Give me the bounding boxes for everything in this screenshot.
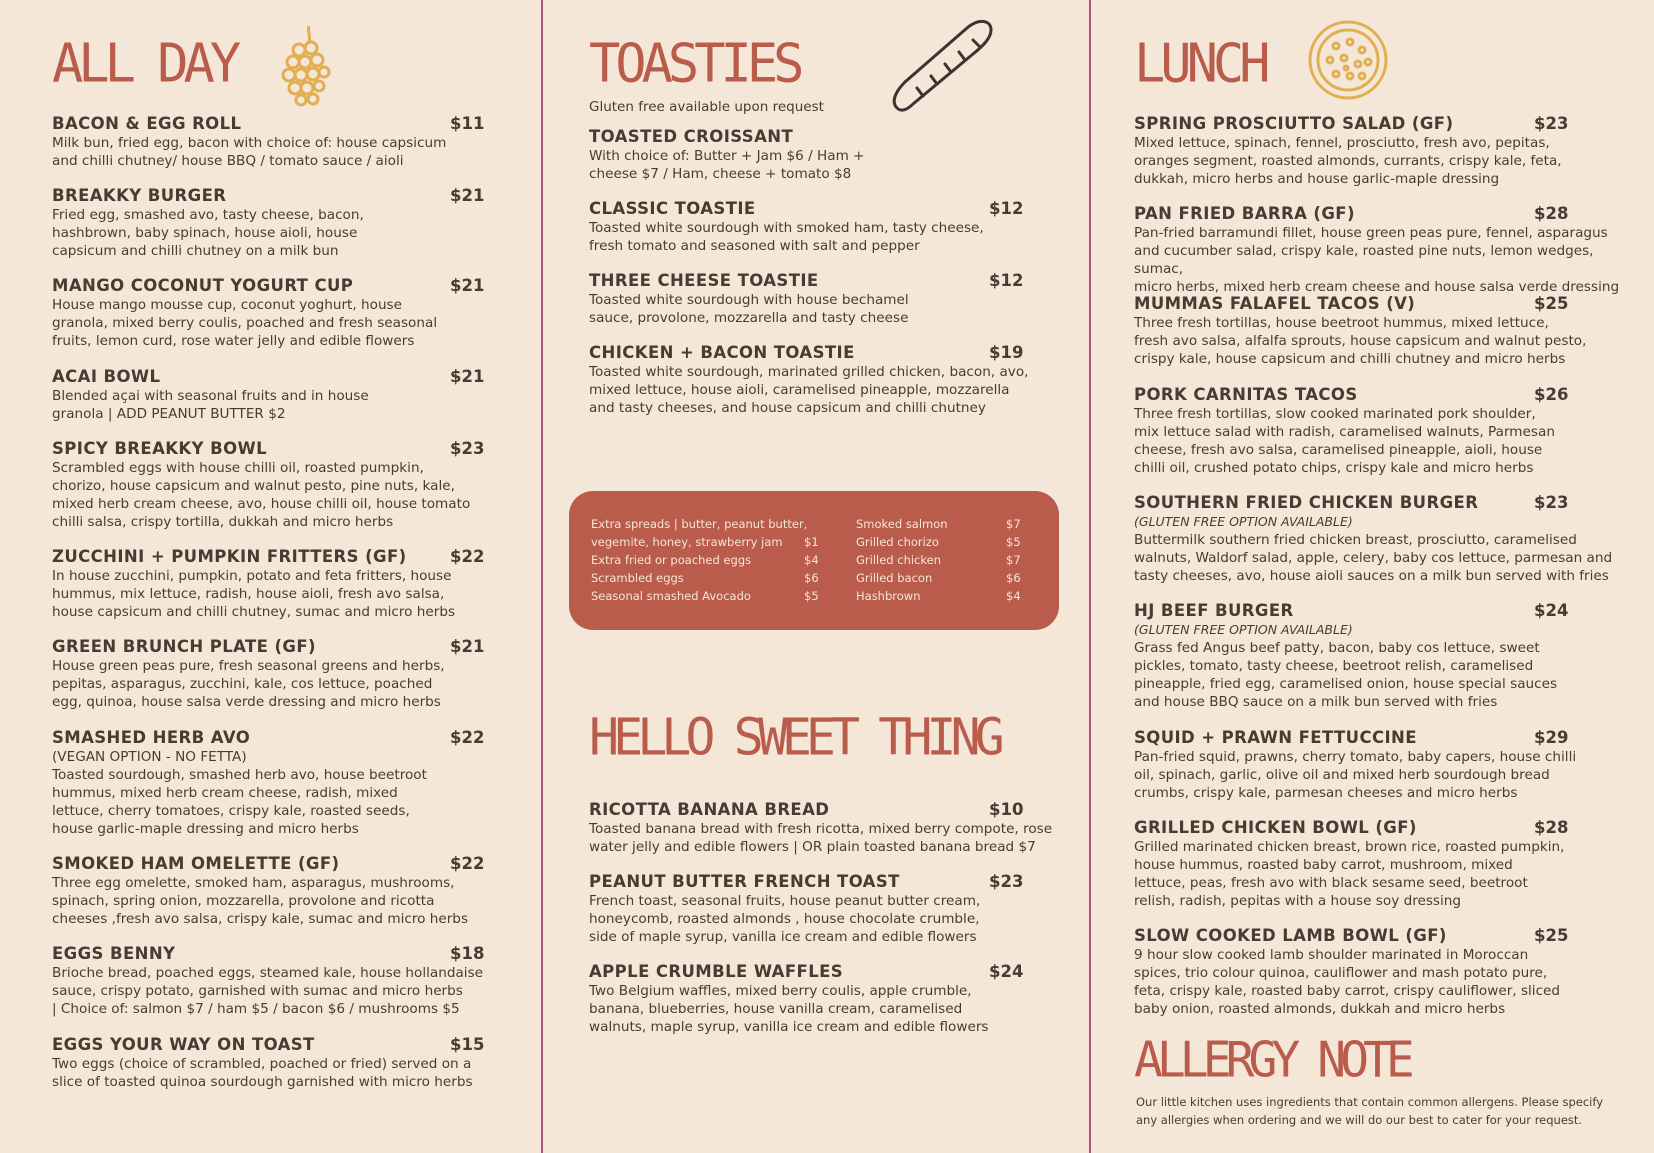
item-option: (VEGAN OPTION - NO FETTA) — [52, 749, 247, 765]
item-price: $23 — [1534, 114, 1569, 133]
item-name: SQUID + PRAWN FETTUCCINE — [1134, 728, 1417, 747]
menu-item — [1134, 493, 1634, 585]
item-name: BREAKKY BURGER — [52, 186, 227, 205]
item-description: House green peas pure, fresh seasonal greens and herbs, pepitas, asparagus, zucchini, kale, cos lettuce, poached egg, quinoa, house salsa verde dressing and micro herbs — [52, 658, 445, 710]
item-name: SPRING PROSCIUTTO SALAD (GF) — [1134, 114, 1454, 133]
item-description: Grass fed Angus beef patty, bacon, baby cos lettuce, sweet pickles, tomato, tasty cheese, beetroot relish, caramelised pineapple, fried egg, caramelised onion, house special sauces and house BBQ sauce on a milk bun served with fries — [1134, 640, 1558, 710]
item-price: $10 — [989, 800, 1024, 819]
menu-item — [52, 547, 492, 621]
item-price: $23 — [450, 439, 485, 458]
menu-item — [589, 872, 1059, 946]
item-name: PEANUT BUTTER FRENCH TOAST — [589, 872, 900, 891]
sweet-title: HELLO SWEET THING — [589, 707, 999, 767]
allergy-title: ALLERGY NOTE — [1134, 1031, 1409, 1089]
item-description: Toasted banana bread with fresh ricotta, mixed berry compote, rose water jelly and edible flowers | OR plain toasted banana bread $7 — [589, 821, 1053, 855]
extra-price: $1 — [804, 535, 819, 549]
item-note: (GLUTEN FREE OPTION AVAILABLE) — [1134, 514, 1353, 529]
menu-item — [589, 800, 1059, 856]
item-name: TOASTED CROISSANT — [589, 127, 794, 146]
extra-name: Extra fried or poached eggs — [591, 553, 752, 567]
item-name: HJ BEEF BURGER — [1134, 601, 1294, 620]
item-price: $15 — [450, 1035, 485, 1054]
item-price: $25 — [1534, 294, 1569, 313]
lunch-title: LUNCH — [1134, 33, 1266, 95]
item-description: Milk bun, fried egg, bacon with choice of: house capsicum and chilli chutney/ house BBQ / tomato sauce / aioli — [52, 135, 447, 169]
extra-name: Hashbrown — [856, 589, 921, 603]
item-price: $21 — [450, 276, 485, 295]
menu-item — [52, 944, 492, 1018]
menu-item — [52, 186, 492, 260]
item-price: $22 — [450, 854, 485, 873]
item-description: Three fresh tortillas, house beetroot hummus, mixed lettuce, fresh avo salsa, alfalfa sprouts, house capsicum and walnut pesto, crispy kale, house capsicum and chilli chutney and micro herbs — [1134, 315, 1587, 367]
item-description: Three egg omelette, smoked ham, asparagus, mushrooms, spinach, spring onion, mozzarella, provolone and ricotta cheeses ,fresh avo salsa, crispy kale, sumac and micro herbs — [52, 875, 469, 927]
all-day-section — [52, 0, 492, 1153]
extra-name: Scrambled eggs — [591, 571, 684, 585]
item-name: APPLE CRUMBLE WAFFLES — [589, 962, 844, 981]
menu-item — [52, 854, 492, 928]
menu-item — [52, 637, 492, 711]
extra-name: Grilled chicken — [856, 553, 941, 567]
menu-item — [1134, 385, 1634, 477]
item-price: $28 — [1534, 818, 1569, 837]
lunch-section — [1134, 0, 1634, 1153]
extra-name: Grilled chorizo — [856, 535, 939, 549]
extra-price: $5 — [804, 589, 819, 603]
item-description: Toasted sourdough, smashed herb avo, house beetroot hummus, mixed herb cream cheese, radish, mixed lettuce, cherry tomatoes, crispy kale, roasted seeds, house garlic-maple dressing and micro herbs — [52, 767, 427, 837]
item-name: SPICY BREAKKY BOWL — [52, 439, 268, 458]
item-price: $12 — [989, 271, 1024, 290]
extra-price: $5 — [1006, 535, 1021, 549]
allergy-text: Our little kitchen uses ingredients that contain common allergens. Please specify any allergies when ordering and we will do our best to cater for your request. — [1136, 1095, 1604, 1127]
menu-item — [52, 1035, 492, 1091]
menu-item — [52, 276, 492, 350]
menu-item — [52, 367, 492, 423]
item-name: CHICKEN + BACON TOASTIE — [589, 343, 855, 362]
item-price: $21 — [450, 186, 485, 205]
grapes-icon — [277, 22, 337, 110]
item-name: THREE CHEESE TOASTIE — [589, 271, 819, 290]
item-name: CLASSIC TOASTIE — [589, 199, 756, 218]
item-name: GREEN BRUNCH PLATE (GF) — [52, 637, 316, 656]
column-divider — [1089, 0, 1091, 1153]
menu-item — [1134, 601, 1634, 711]
gluten-free-note: Gluten free available upon request — [589, 99, 824, 115]
item-price: $22 — [450, 728, 485, 747]
item-description: Mixed lettuce, spinach, fennel, prosciutto, fresh avo, pepitas, oranges segment, roasted almonds, currants, crispy kale, feta, dukkah, micro herbs and house garlic-maple dressing — [1134, 135, 1562, 187]
item-description: Fried egg, smashed avo, tasty cheese, bacon, hashbrown, baby spinach, house aioli, house capsicum and chilli chutney on a milk bun — [52, 207, 364, 259]
item-price: $23 — [989, 872, 1024, 891]
menu-item — [52, 439, 492, 531]
item-description: Scrambled eggs with house chilli oil, roasted pumpkin, chorizo, house capsicum and walnut pesto, pine nuts, kale, mixed herb cream cheese, avo, house chilli oil, house tomato chilli salsa, crispy tortilla, dukkah and micro herbs — [52, 460, 471, 530]
item-name: SMASHED HERB AVO — [52, 728, 251, 747]
menu-item — [1134, 294, 1634, 368]
menu-item — [1134, 728, 1634, 802]
item-name: EGGS BENNY — [52, 944, 176, 963]
extra-price: $4 — [1006, 589, 1021, 603]
item-description: With choice of: Butter + Jam $6 / Ham + cheese $7 / Ham, cheese + tomato $8 — [589, 148, 865, 182]
item-name: SOUTHERN FRIED CHICKEN BURGER — [1134, 493, 1479, 512]
item-description: 9 hour slow cooked lamb shoulder marinated in Moroccan spices, trio colour quinoa, cauliflower and mash potato pure, feta, crispy kale, roasted baby carrot, crispy cauliflower, sliced baby onion, roasted almonds, dukkah and micro herbs — [1134, 947, 1561, 1017]
menu-item — [1134, 926, 1634, 1018]
item-description: Brioche bread, poached eggs, steamed kale, house hollandaise sauce, crispy potato, garnished with sumac and micro herbs | Choice of: salmon $7 / ham $5 / bacon $6 / mushrooms $5 — [52, 965, 484, 1017]
item-note: (GLUTEN FREE OPTION AVAILABLE) — [1134, 622, 1353, 637]
menu-item — [52, 114, 492, 170]
item-name: PORK CARNITAS TACOS — [1134, 385, 1358, 404]
item-price: $28 — [1534, 204, 1569, 223]
item-name: SMOKED HAM OMELETTE (GF) — [52, 854, 340, 873]
item-description: Grilled marinated chicken breast, brown rice, roasted pumpkin, house hummus, roasted baby carrot, mushroom, mixed lettuce, peas, fresh avo with black sesame seed, beetroot relish, radish, pepitas with a house soy dressing — [1134, 839, 1565, 909]
toasties-title: TOASTIES — [589, 33, 800, 95]
menu-item — [52, 728, 492, 838]
item-price: $21 — [450, 367, 485, 386]
item-description: Blended açai with seasonal fruits and in house granola | ADD PEANUT BUTTER $2 — [52, 388, 369, 422]
extra-name: Grilled bacon — [856, 571, 933, 585]
extra-price: $6 — [804, 571, 819, 585]
item-price: $19 — [989, 343, 1024, 362]
item-price: $24 — [1534, 601, 1569, 620]
item-price: $22 — [450, 547, 485, 566]
item-description: Toasted white sourdough, marinated grilled chicken, bacon, avo, mixed lettuce, house aioli, caramelised pineapple, mozzarella and tasty cheeses, and house capsicum and chilli chutney — [589, 364, 1029, 416]
item-price: $23 — [1534, 493, 1569, 512]
menu-item — [589, 962, 1059, 1036]
item-description: Buttermilk southern fried chicken breast, prosciutto, caramelised walnuts, Waldorf salad, apple, celery, baby cos lettuce, parmesan and tasty cheeses, avo, house aioli sauces on a milk bun served with fries — [1134, 532, 1613, 584]
extra-price: $6 — [1006, 571, 1021, 585]
item-name: PAN FRIED BARRA (GF) — [1134, 204, 1355, 223]
item-description: House mango mousse cup, coconut yoghurt, house granola, mixed berry coulis, poached and fresh seasonal fruits, lemon curd, rose water jelly and edible flowers — [52, 297, 438, 349]
extra-name: Smoked salmon — [856, 517, 948, 531]
item-name: ACAI BOWL — [52, 367, 161, 386]
item-price: $29 — [1534, 728, 1569, 747]
item-name: ZUCCHINI + PUMPKIN FRITTERS (GF) — [52, 547, 407, 566]
menu-item — [1134, 114, 1634, 188]
extra-price: $7 — [1006, 517, 1021, 531]
extra-name: Seasonal smashed Avocado — [591, 589, 751, 603]
item-description: French toast, seasonal fruits, house peanut butter cream, honeycomb, roasted almonds , house chocolate crumble, side of maple syrup, vanilla ice cream and edible flowers — [589, 893, 981, 945]
extra-price: $4 — [804, 553, 819, 567]
item-name: GRILLED CHICKEN BOWL (GF) — [1134, 818, 1417, 837]
extra-name: vegemite, honey, strawberry jam — [591, 535, 783, 549]
item-price: $24 — [989, 962, 1024, 981]
item-name: MANGO COCONUT YOGURT CUP — [52, 276, 354, 295]
item-price: $21 — [450, 637, 485, 656]
item-price: $12 — [989, 199, 1024, 218]
extra-name: Extra spreads | butter, peanut butter, — [591, 517, 808, 531]
sweet-section — [589, 0, 1059, 1153]
item-description: Toasted white sourdough with smoked ham, tasty cheese, fresh tomato and seasoned with salt and pepper — [589, 220, 984, 254]
item-price: $18 — [450, 944, 485, 963]
item-price: $11 — [450, 114, 485, 133]
item-description: Pan-fried barramundi fillet, house green peas pure, fennel, asparagus and cucumber salad, crispy kale, roasted pine nuts, lemon wedges, sumac, micro herbs, mixed herb cream cheese and house salsa verde dressing — [1134, 225, 1620, 295]
pizza-icon — [1306, 18, 1390, 102]
item-price: $26 — [1534, 385, 1569, 404]
extra-price: $7 — [1006, 553, 1021, 567]
item-description: Pan-fried squid, prawns, cherry tomato, baby capers, house chilli oil, spinach, garlic, olive oil and mixed herb sourdough bread crumbs, crispy kale, parmesan cheeses and micro herbs — [1134, 749, 1577, 801]
item-name: BACON & EGG ROLL — [52, 114, 242, 133]
menu-item — [1134, 204, 1634, 296]
item-description: Two eggs (choice of scrambled, poached or fried) served on a slice of toasted quinoa sourdough garnished with micro herbs — [52, 1056, 473, 1090]
menu-item — [1134, 818, 1634, 910]
item-description: In house zucchini, pumpkin, potato and feta fritters, house hummus, mix lettuce, radish, house aioli, fresh avo salsa, house capsicum and chilli chutney, sumac and micro herbs — [52, 568, 456, 620]
item-description: Three fresh tortillas, slow cooked marinated pork shoulder, mix lettuce salad with radish, caramelised walnuts, Parmesan cheese, fresh avo salsa, caramelised pineapple, aioli, house chilli oil, crushed potato chips, crispy kale and micro herbs — [1134, 406, 1555, 476]
item-description: Toasted white sourdough with house bechamel sauce, provolone, mozzarella and tasty cheese — [589, 292, 909, 326]
item-name: MUMMAS FALAFEL TACOS (V) — [1134, 294, 1416, 313]
column-divider — [541, 0, 543, 1153]
item-name: RICOTTA BANANA BREAD — [589, 800, 830, 819]
item-price: $25 — [1534, 926, 1569, 945]
item-description: Two Belgium waffles, mixed berry coulis, apple crumble, banana, blueberries, house vanilla cream, caramelised walnuts, maple syrup, vanilla ice cream and edible flowers — [589, 983, 989, 1035]
item-name: SLOW COOKED LAMB BOWL (GF) — [1134, 926, 1447, 945]
all-day-title: ALL DAY — [52, 33, 237, 95]
item-name: EGGS YOUR WAY ON TOAST — [52, 1035, 315, 1054]
